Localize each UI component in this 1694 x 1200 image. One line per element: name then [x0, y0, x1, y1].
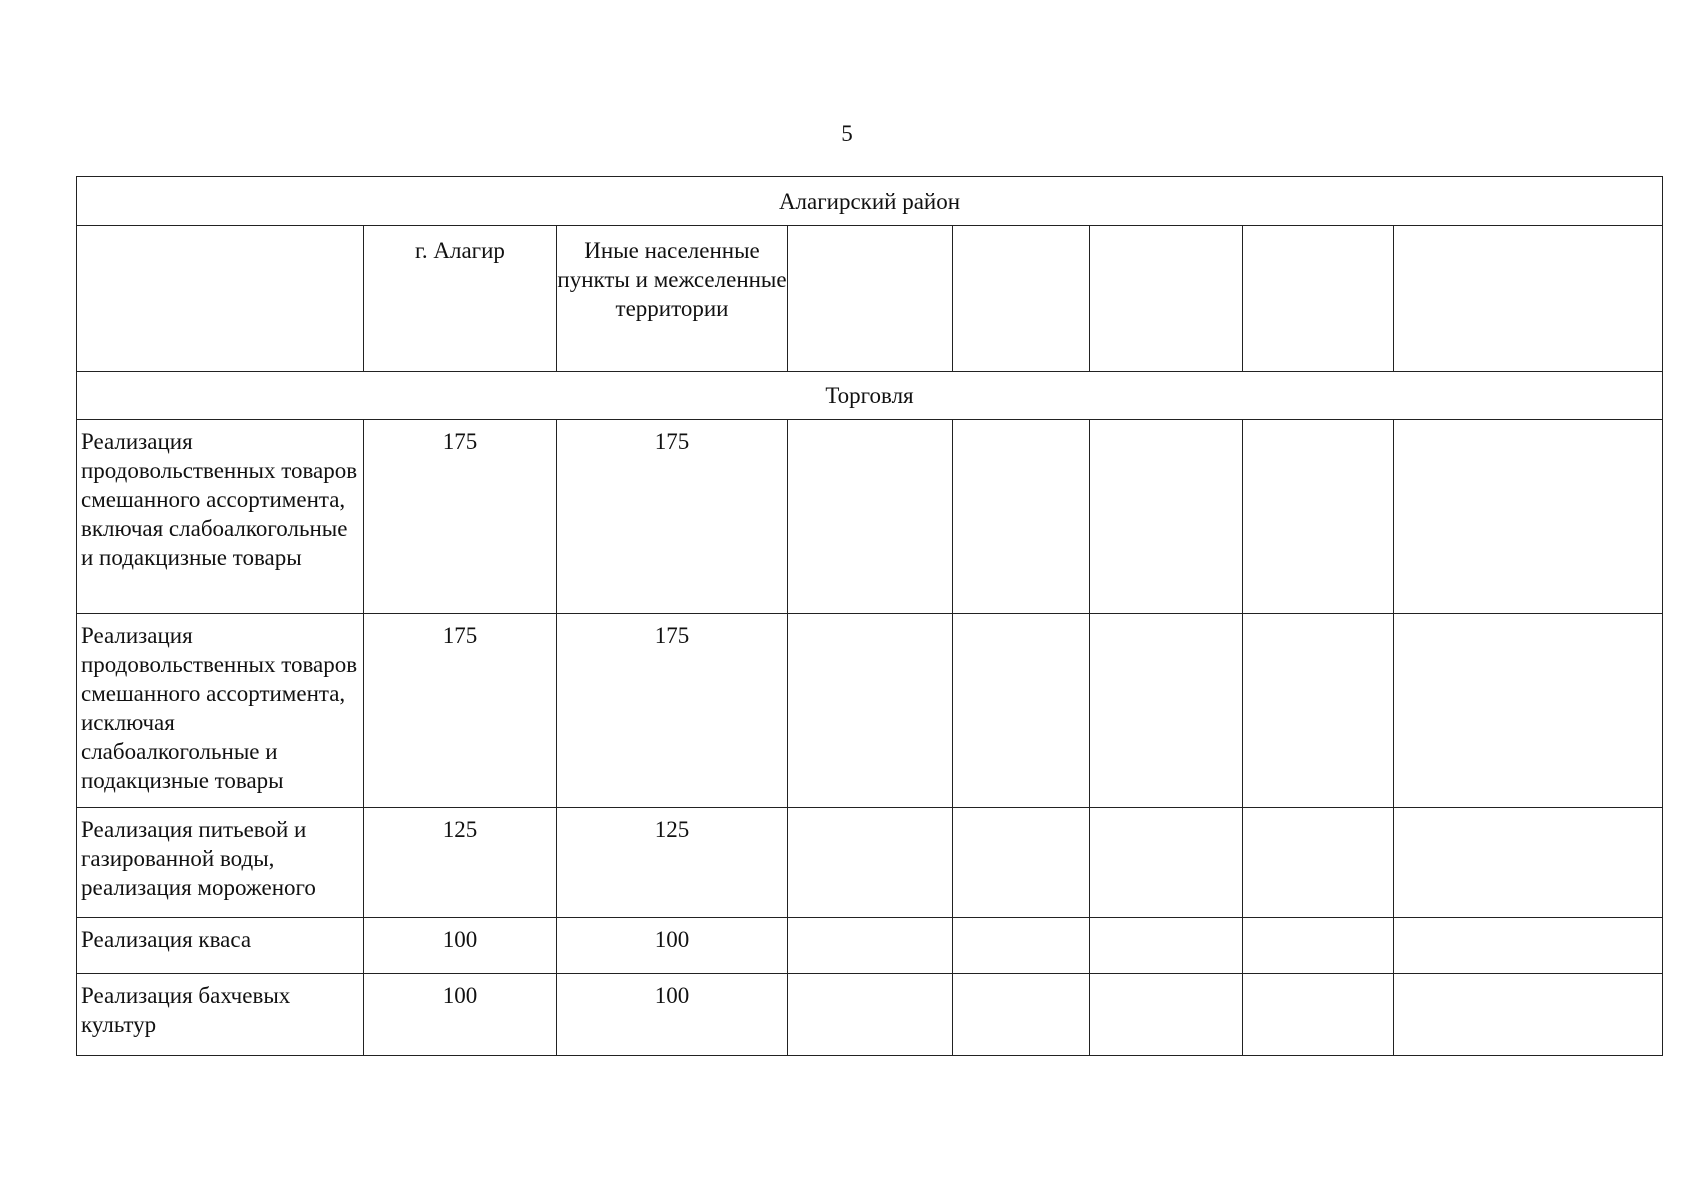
empty-cell	[1394, 974, 1663, 1056]
empty-cell	[1090, 808, 1243, 918]
header-alagir: г. Алагир	[364, 226, 557, 372]
value-alagir: 175	[364, 420, 557, 614]
empty-cell	[953, 420, 1090, 614]
section-title: Торговля	[77, 372, 1663, 420]
value-other: 175	[557, 614, 788, 808]
header-empty-cell	[1243, 226, 1394, 372]
page-number: 5	[841, 121, 853, 146]
empty-cell	[788, 420, 953, 614]
table-row	[77, 420, 1663, 614]
header-other-settlements: Иные населенные пункты и межселенные территории	[557, 226, 788, 372]
header-empty-cell	[953, 226, 1090, 372]
row-name: Реализация продовольственных товаров смешанного ассортимента, включая слабоалкогольные и подакцизные товары	[77, 420, 364, 614]
table-row	[77, 918, 1663, 974]
empty-cell	[1394, 614, 1663, 808]
section-row	[77, 372, 1663, 420]
empty-cell	[1090, 614, 1243, 808]
header-empty-cell	[1394, 226, 1663, 372]
empty-cell	[1394, 918, 1663, 974]
empty-cell	[1243, 918, 1394, 974]
value-alagir: 100	[364, 918, 557, 974]
value-other: 175	[557, 420, 788, 614]
empty-cell	[788, 808, 953, 918]
tariff-table	[76, 176, 1663, 1056]
empty-cell	[1243, 808, 1394, 918]
header-empty-cell	[1090, 226, 1243, 372]
empty-cell	[1394, 808, 1663, 918]
district-row	[77, 177, 1663, 226]
empty-cell	[788, 974, 953, 1056]
value-other: 125	[557, 808, 788, 918]
empty-cell	[1243, 420, 1394, 614]
empty-cell	[953, 974, 1090, 1056]
empty-cell	[788, 614, 953, 808]
row-name: Реализация бахчевых культур	[77, 974, 364, 1056]
empty-cell	[788, 918, 953, 974]
table-row	[77, 974, 1663, 1056]
empty-cell	[1243, 614, 1394, 808]
empty-cell	[953, 808, 1090, 918]
value-other: 100	[557, 974, 788, 1056]
row-name: Реализация кваса	[77, 918, 364, 974]
value-alagir: 175	[364, 614, 557, 808]
district-title: Алагирский район	[77, 177, 1663, 226]
empty-cell	[1090, 918, 1243, 974]
empty-cell	[953, 614, 1090, 808]
header-empty-cell	[77, 226, 364, 372]
header-row	[77, 226, 1663, 372]
header-empty-cell	[788, 226, 953, 372]
table-row	[77, 808, 1663, 918]
row-name: Реализация продовольственных товаров смешанного ассортимента, исключая слабоалкогольные и подакцизные товары	[77, 614, 364, 808]
empty-cell	[953, 918, 1090, 974]
row-name: Реализация питьевой и газированной воды, реализация мороженого	[77, 808, 364, 918]
empty-cell	[1090, 974, 1243, 1056]
table-row	[77, 614, 1663, 808]
empty-cell	[1394, 420, 1663, 614]
empty-cell	[1243, 974, 1394, 1056]
value-alagir: 125	[364, 808, 557, 918]
value-alagir: 100	[364, 974, 557, 1056]
empty-cell	[1090, 420, 1243, 614]
value-other: 100	[557, 918, 788, 974]
